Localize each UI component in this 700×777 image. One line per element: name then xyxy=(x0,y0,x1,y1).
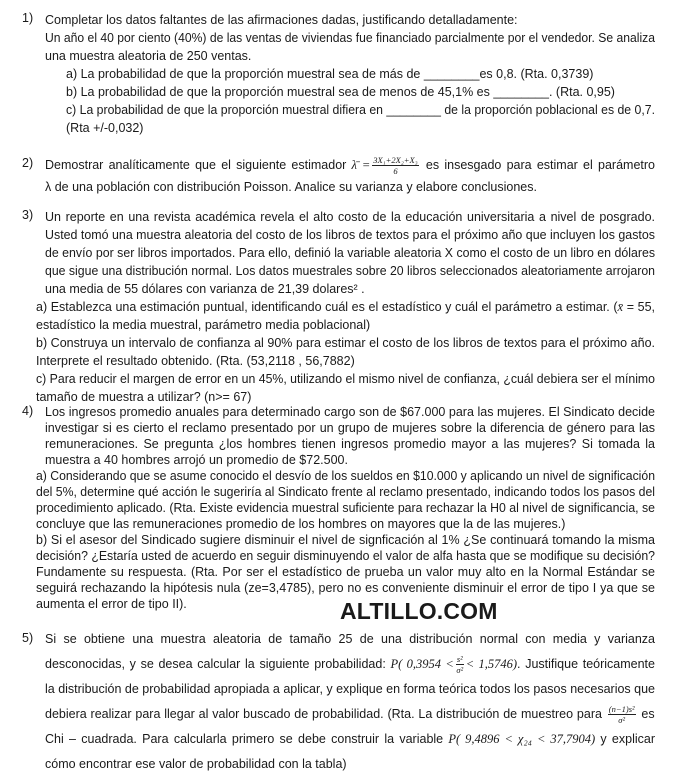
math-expression: x̄ xyxy=(617,300,624,314)
fraction-numerator: s² xyxy=(456,654,463,665)
text-segment: desconocidas, y se desea calcular la siguiente probabilidad: xyxy=(45,657,391,671)
text-segment: procedimiento aplicado. (Rta. Existe evidencia muestral suficiente para rechazar la H0 al nivel de significancia, se xyxy=(36,501,655,515)
text-line xyxy=(45,208,700,226)
text-line xyxy=(66,83,700,101)
text-segment: que sigue una distribución normal. Los datos muestrales sobre 20 libros seleccionados aleatoriamente arrojaron xyxy=(45,264,655,278)
text-segment: a) La probabilidad de que la proporción muestral sea de más de ________es 0,8. (Rta. 0,3739) xyxy=(66,67,594,81)
text-line xyxy=(45,152,700,178)
text-line xyxy=(66,101,700,119)
text-segment: decisión? ¿Estaría usted de acuerdo en seguir disminuyendo el valor de alfa hasta que se modifique su decisión? xyxy=(36,549,655,563)
question-number: 2) xyxy=(22,156,34,170)
text-segment: es insesgado para estimar el parámetro xyxy=(420,158,655,172)
text-line xyxy=(45,29,700,47)
text-segment: λ de una población con distribución Poisson. Analice su varianza y elabore conclusiones. xyxy=(45,180,537,194)
question-2 xyxy=(0,152,700,196)
fraction-denominator: 6 xyxy=(393,166,398,177)
text-line xyxy=(45,627,700,652)
text-line xyxy=(45,262,700,280)
fraction-numerator: 3X₁+2X₂+X₃ xyxy=(373,155,418,166)
text-line xyxy=(45,752,700,777)
text-line xyxy=(45,727,700,752)
text-segment: es xyxy=(637,707,655,721)
text-segment: debiera realizar para llegar al valor buscado de probabilidad. (Rta. La distribución de muestreo para xyxy=(45,707,606,721)
question-3 xyxy=(0,208,700,406)
question-4 xyxy=(0,404,700,612)
math-fraction xyxy=(372,155,418,176)
text-line xyxy=(45,226,700,244)
text-line xyxy=(45,677,700,702)
text-line xyxy=(66,65,700,83)
text-segment: concluye que las remuneraciones promedio de los hombres on mayores que la de las mujeres.) xyxy=(36,517,566,531)
text-segment: seguirá rechazando la hipótesis nula (ze=3,4785), pero no es conveniente disminuir el error de tipo I ya que se xyxy=(36,581,655,595)
text-line xyxy=(36,370,700,388)
text-segment: tamaño de muestra a utilizar? (n>= 67) xyxy=(36,390,252,404)
text-segment: c) Para reducir el margen de error en un 45%, utilizando el mismo nivel de confianza, ¿cuál debiera ser el mínimo xyxy=(36,372,655,386)
text-segment: b) Construya un intervalo de confianza al 90% para estimar el costo de los libros de textos para el próximo año. xyxy=(36,336,655,350)
text-line xyxy=(45,178,700,196)
fraction-denominator: σ² xyxy=(456,665,464,676)
text-line xyxy=(36,298,700,316)
text-line xyxy=(45,47,700,65)
text-segment: aumenta el error de tipo II). xyxy=(36,597,187,611)
text-segment: b) Si el asesor del Sindicado sugiere disminuir el nivel de signficación al 1% ¿Se continuará tomando la misma xyxy=(36,533,655,547)
text-segment: estadístico la media muestral, parámetro media poblacional) xyxy=(36,318,371,332)
question-number: 3) xyxy=(22,208,34,222)
text-segment: . Justifique teóricamente xyxy=(517,657,655,671)
text-line xyxy=(45,652,700,677)
text-segment: (Rta +/-0,032) xyxy=(66,121,144,135)
text-line xyxy=(36,316,700,334)
text-segment: Los ingresos promedio anuales para determinado cargo son de $67.000 para las mujeres. El Sindicato decide xyxy=(45,405,655,419)
watermark-logo: ALTILLO.COM xyxy=(340,598,498,624)
text-segment: investigar si es cierto el reclamo presentado por un grupo de mujeres sobre la diferencia de género para las xyxy=(45,421,655,435)
text-line xyxy=(36,468,700,484)
math-fraction xyxy=(456,654,464,675)
text-segment: remuneraciones. Se pregunta ¿los hombres tienen ingresos promedio mayor a las mujeres? Si tomada la xyxy=(45,437,655,451)
text-line xyxy=(36,484,700,500)
math-expression: P( 0,3954 < xyxy=(390,657,454,671)
fraction-denominator: σ² xyxy=(618,715,626,726)
text-segment: Usted tomó una muestra aleatoria del costo de los libros de textos para el próximo año que incluyen los gastos xyxy=(45,228,655,242)
text-segment: a) Considerando que se asume conocido el desvío de los sueldos en $10.000 y aplicando un nivel de significación xyxy=(36,469,655,483)
text-line xyxy=(36,516,700,532)
fraction-numerator: (n−1)s² xyxy=(608,704,635,715)
text-line xyxy=(45,404,700,420)
math-expression: < 1,5746) xyxy=(465,657,518,671)
text-line xyxy=(45,702,700,727)
text-segment: de envío por ser libros importados. Para ello, definió la variable aleatoria X como el costo de un libro en dólares xyxy=(45,246,655,260)
math-expression: P( 9,4896 < χ₂₄ < 37,7904) xyxy=(448,732,596,746)
text-segment: Chi – cuadrada. Para calcularla primero se debe construir la variable xyxy=(45,732,449,746)
text-segment: Si se obtiene una muestra aleatoria de tamaño 25 de una distribución normal con media y varianza xyxy=(45,632,655,646)
text-segment: la distribución de probabilidad apropiada a aplicar, y explique en forma teórica todos los pasos necesarios que xyxy=(45,682,655,696)
question-number: 1) xyxy=(22,11,34,25)
text-segment: una muestra aleatoria de 250 ventas. xyxy=(45,49,252,63)
text-segment: Un año el 40 por ciento (40%) de las ventas de viviendas fue financiado parcialmente por el vendedor. Se analiza xyxy=(45,31,655,45)
text-segment: a) Establezca una estimación puntual, identificando cuál es el estadístico y cuál el parámetro a estimar. ( xyxy=(36,300,618,314)
text-segment: c) La probabilidad de que la proporción muestral difiera en ________ de la proporción poblacional es de 0,7. xyxy=(66,103,655,117)
text-line xyxy=(45,244,700,262)
text-line xyxy=(66,119,700,137)
text-segment: Completar los datos faltantes de las afirmaciones dadas, justificando detalladamente: xyxy=(45,13,518,27)
question-5 xyxy=(0,627,700,777)
text-line xyxy=(45,280,700,298)
text-line xyxy=(36,548,700,564)
text-segment: = 55, xyxy=(623,300,655,314)
text-segment: cómo encontrar ese valor de probabilidad con la tabla) xyxy=(45,757,347,771)
math-expression: λ̄ = xyxy=(351,158,371,172)
text-line xyxy=(45,420,700,436)
text-line xyxy=(36,500,700,516)
text-segment: Un reporte en una revista académica revela el alto costo de la educación universitaria a nivel de posgrado. xyxy=(45,210,655,224)
text-segment: una media de 55 dólares con varianza de 21,39 dolares² . xyxy=(45,282,365,296)
text-line xyxy=(36,352,700,370)
text-line xyxy=(45,436,700,452)
text-line xyxy=(36,580,700,596)
text-line xyxy=(36,334,700,352)
text-segment: muestra a 40 hombres arrojó un promedio de $72.500. xyxy=(45,453,348,467)
text-segment: b) La probabilidad de que la proporción muestral sea de menos de 45,1% es ________. (Rta. 0,95) xyxy=(66,85,615,99)
question-number: 4) xyxy=(22,404,34,418)
text-segment: y explicar xyxy=(595,732,655,746)
text-segment: del 5%, determine qué acción le sugeriría al Sindicato frente al reclamo presentado, indicando todos los pasos del xyxy=(36,485,655,499)
text-segment: Fundamente su respuesta. (Rta. Por ser el estadístico de prueba un valor muy alto en la Normal Estándar se xyxy=(36,565,655,579)
text-segment: Interprete el resultado obtenido. (Rta. (53,2118 , 56,7882) xyxy=(36,354,355,368)
text-line xyxy=(36,564,700,580)
text-line xyxy=(45,452,700,468)
question-1 xyxy=(0,11,700,137)
text-line xyxy=(36,532,700,548)
question-number: 5) xyxy=(22,631,34,645)
math-fraction xyxy=(608,704,636,725)
text-line xyxy=(45,11,700,29)
text-segment: Demostrar analíticamente que el siguiente estimador xyxy=(45,158,352,172)
